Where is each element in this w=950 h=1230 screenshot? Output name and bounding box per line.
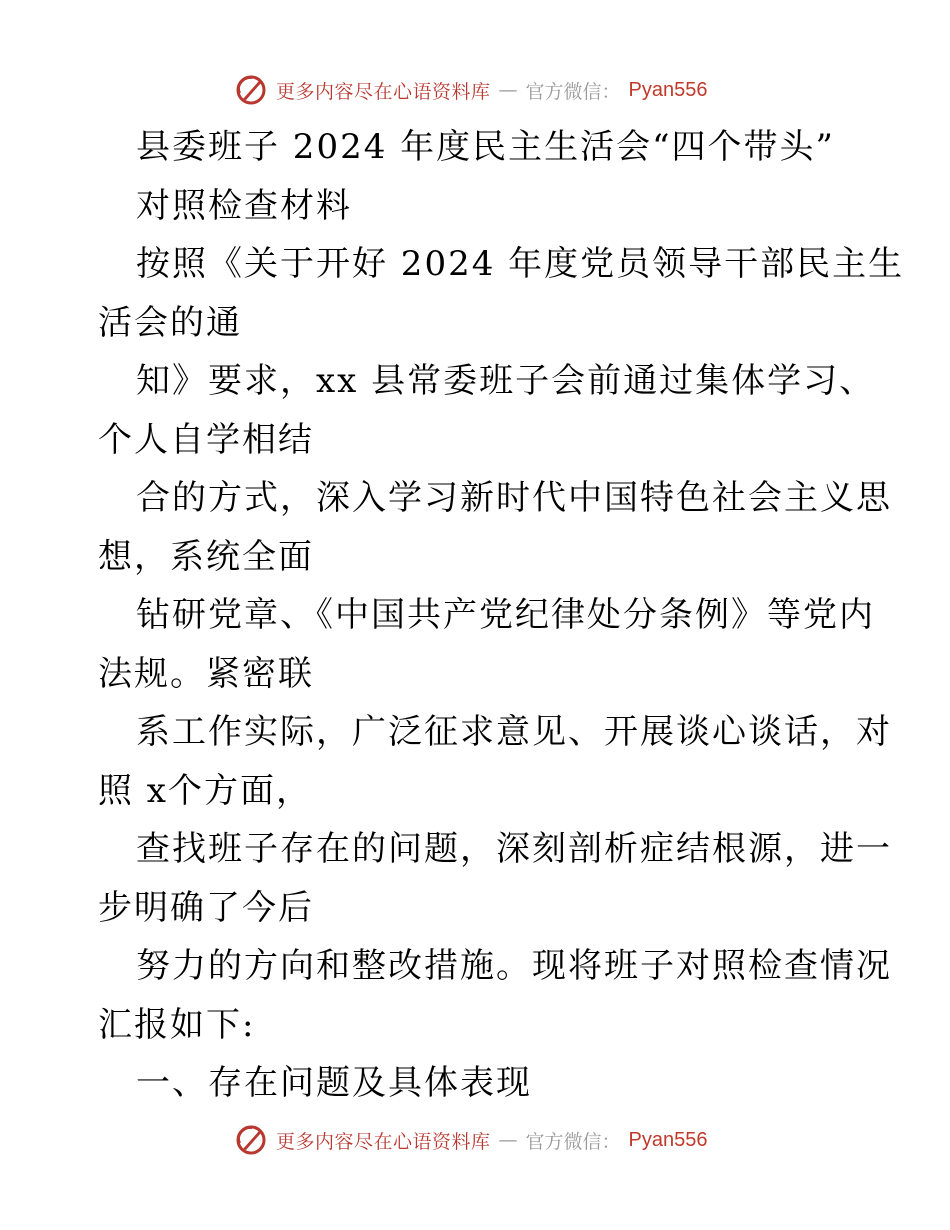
doc-line: 个人自学相结 <box>98 419 314 460</box>
section-heading: 一、存在问题及具体表现 <box>136 1063 532 1103</box>
watermark-wechat-id: Pyan556 <box>628 78 708 101</box>
doc-title-line-1: 县委班子 2024 年度民主生活会“四个带头” <box>136 127 835 167</box>
doc-line: 合的方式，深入学习新时代中国特色社会主义思 <box>136 478 892 518</box>
doc-line: 努力的方向和整改措施。现将班子对照检查情况 <box>136 946 892 986</box>
doc-line: 想，系统全面 <box>98 536 314 577</box>
watermark-wechat-id: Pyan556 <box>628 1128 708 1151</box>
doc-line: 查找班子存在的问题，深刻剖析症结根源，进一 <box>136 829 892 869</box>
watermark-official-label: 官方微信： <box>525 80 621 103</box>
quill-circle-icon <box>234 73 268 107</box>
document-body <box>98 118 905 1113</box>
doc-line: 活会的通 <box>98 302 242 343</box>
doc-line: 按照《关于开好 2024 年度党员领导干部民主生 <box>136 244 905 284</box>
watermark-banner-top <box>234 72 708 108</box>
watermark-separator: — <box>498 79 518 101</box>
watermark-official-label: 官方微信： <box>525 1130 621 1153</box>
doc-line: 知》要求，xx 县常委班子会前通过集体学习、 <box>136 361 876 401</box>
doc-title-line-2: 对照检查材料 <box>136 185 352 226</box>
doc-line: 汇报如下: <box>98 1004 256 1045</box>
doc-line: 系工作实际，广泛征求意见、开展谈心谈话，对 <box>136 712 892 752</box>
doc-line: 照 x个方面， <box>98 770 312 811</box>
watermark-separator: — <box>498 1129 518 1151</box>
doc-line: 步明确了今后 <box>98 887 314 928</box>
watermark-banner-bottom <box>234 1122 708 1158</box>
watermark-text: 更多内容尽在心语资料库 <box>276 1130 491 1153</box>
doc-line: 钻研党章、《中国共产党纪律处分条例》等党内 <box>136 595 875 635</box>
doc-line: 法规。紧密联 <box>98 653 314 694</box>
watermark-text: 更多内容尽在心语资料库 <box>276 80 491 103</box>
quill-circle-icon <box>234 1123 268 1157</box>
